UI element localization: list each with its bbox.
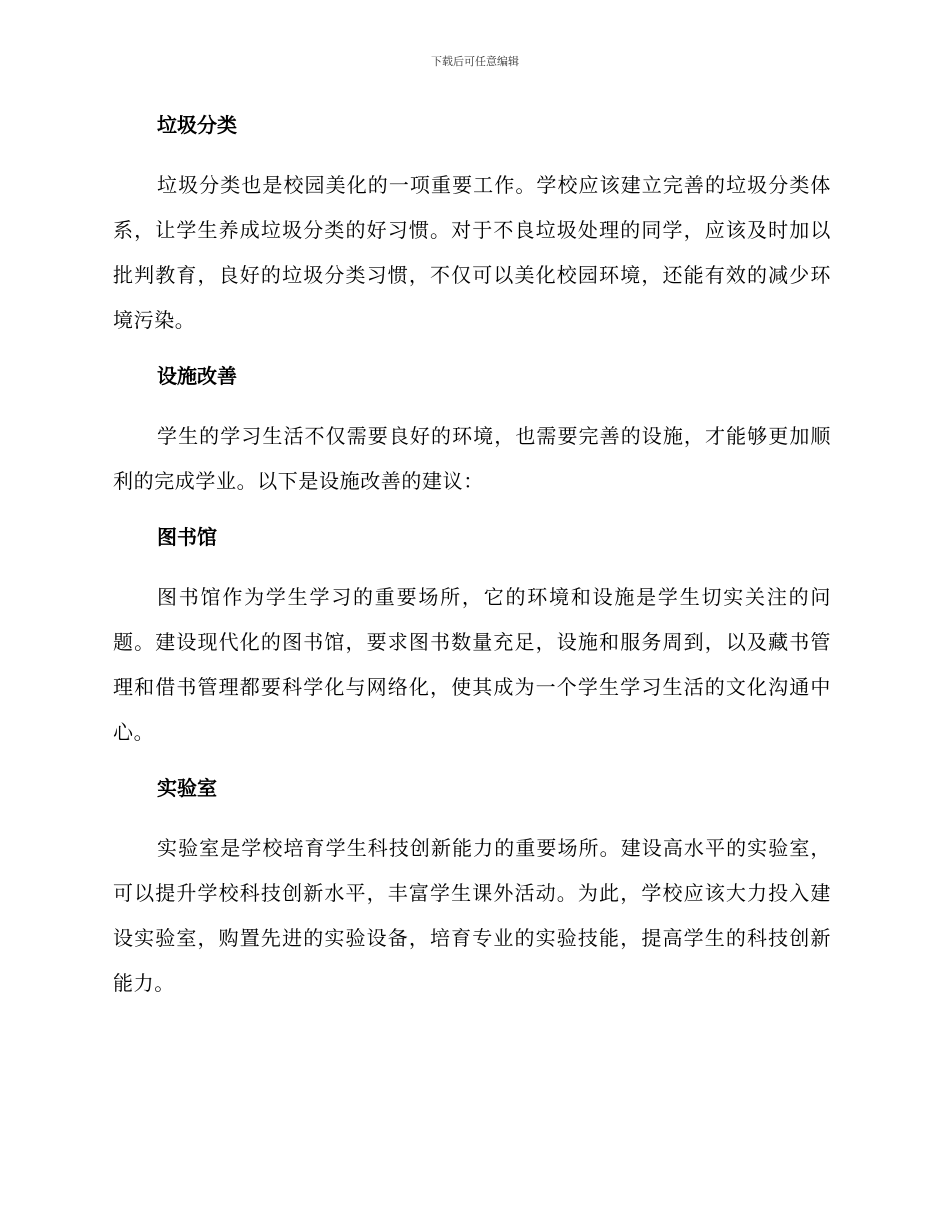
document-body bbox=[113, 110, 831, 1006]
section-heading-library: 图书馆 bbox=[157, 525, 217, 549]
section-paragraph-facility-improvement: 学生的学习生活不仅需要良好的环境，也需要完善的设施，才能够更加顺利的完成学业。以下是设施改善的建议： bbox=[113, 424, 831, 493]
section-paragraph-library: 图书馆作为学生学习的重要场所，它的环境和设施是学生切实关注的问题。建设现代化的图书馆，要求图书数量充足，设施和服务周到，以及藏书管理和借书管理都要科学化与网络化，使其成为一个学生学习生活的文化沟通中心。 bbox=[113, 585, 831, 744]
section-paragraph-laboratory: 实验室是学校培育学生科技创新能力的重要场所。建设高水平的实验室，可以提升学校科技创新水平，丰富学生课外活动。为此，学校应该大力投入建设实验室，购置先进的实验设备，培育专业的实验技能，提高学生的科技创新能力。 bbox=[113, 836, 831, 995]
page-header: 下载后可任意编辑 bbox=[431, 55, 519, 68]
section-heading-laboratory: 实验室 bbox=[157, 776, 217, 800]
section-heading-facility-improvement: 设施改善 bbox=[157, 364, 237, 388]
section-heading-waste-sorting: 垃圾分类 bbox=[157, 113, 237, 137]
section-paragraph-waste-sorting: 垃圾分类也是校园美化的一项重要工作。学校应该建立完善的垃圾分类体系，让学生养成垃圾分类的好习惯。对于不良垃圾处理的同学，应该及时加以批判教育，良好的垃圾分类习惯，不仅可以美化校园环境，还能有效的减少环境污染。 bbox=[113, 173, 831, 332]
